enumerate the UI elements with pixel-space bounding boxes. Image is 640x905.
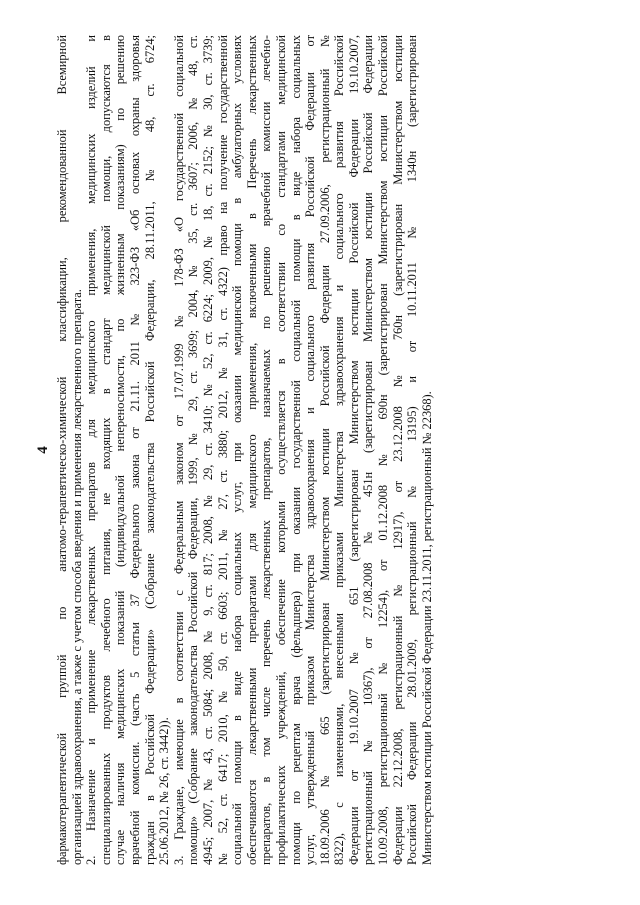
text-line: социальной помощи в виде набора социальных услуг, при оказании медицинской помощи в амбулаторных условиях (230, 35, 245, 865)
text-line: Министерством юстиции Российской Федерации 23.11.2011, регистрационный № 22368). (419, 391, 434, 865)
text-line: граждан в Российской Федерации» (Собрание законодательства Российской Федерации, 28.11.2011, № 48, ст. 6724; (142, 35, 157, 865)
text-line: фармакотерапевтической группой по анатомо-терапевтическо-химической классификации, рекомендованной Всемирной (55, 35, 69, 865)
text-line: 8322), с изменениями, внесенными приказами Министерства здравоохранения и социального развития Российской (332, 35, 347, 865)
text-line: Федерации от 19.10.2007 № 651 (зарегистрирован Министерством юстиции Российской Федерации 19.10.2007, (346, 35, 361, 865)
text-line: 18.09.2006 № 665 (зарегистрирован Министерством юстиции Российской Федерации 27.09.2006, регистрационный № (317, 35, 332, 865)
rotated-text-frame (35, 35, 605, 865)
text-line: препаратов, в том числе перечень лекарственных препаратов, назначаемых по решению врачебной комиссии лечебно- (259, 35, 274, 865)
text-line: регистрационный № 10367), от 27.08.2008 № 451н (зарегистрирован Министерством юстиции Российской Федерации (361, 35, 376, 865)
text-line: 10.09.2008, регистрационный № 12254), от 01.12.2008 № 690н (зарегистрирован Министерством юстиции Российской (376, 35, 391, 865)
text-line: 3. Граждане, имеющие в соответствии с Федеральным законом от 17.07.1999 № 178-ФЗ «О государственной социальной (171, 35, 186, 865)
text-line: организацией здравоохранения, а также с учетом способа введения и применения лекарственного препарата. (69, 289, 84, 865)
text-line: случае наличия медицинских показаний (индивидуальной непереносимости, по жизненным показаниям) по решению (113, 35, 128, 865)
text-line: 2. Назначение и применение лекарственных препаратов для медицинского применения, медицинских изделий и (84, 35, 99, 865)
text-line: помощи по рецептам врача (фельдшера) при оказании государственной социальной помощи в виде набора социальных (288, 35, 303, 865)
text-line: 4945; 2007, № 43, ст. 5084; 2008, № 9, ст. 817; 2008, № 29, ст. 3410; № 52, ст. 6224; 2009, № 18, ст. 2152; № 30, ст. 3739; (200, 35, 215, 865)
text-line: профилактических учреждений, обеспечение которыми осуществляется в соответствии со стандартами медицинской (273, 35, 288, 865)
body-text (55, 35, 434, 865)
text-line: обеспечиваются лекарственными препаратами для медицинского применения, включенными в Перечень лекарственных (244, 35, 259, 865)
text-line: услуг, утвержденный приказом Министерства здравоохранения и социального развития Российской Федерации от (303, 35, 318, 865)
text-line: 25.06.2012, № 26, ст. 3442)). (157, 717, 172, 865)
text-line: специализированных продуктов лечебного питания, не входящих в стандарт медицинской помощи, допускаются в (98, 35, 113, 865)
text-line: помощи» (Собрание законодательства Российской Федерации, 1999, № 29, ст. 3699; 2004, № 35, ст. 3607; 2006, № 48, ст. (186, 35, 201, 865)
text-line: № 52, ст. 6417; 2010, № 50, ст. 6603; 2011, № 27, ст. 3880; 2012, № 31, ст. 4322) право на получение государственной (215, 35, 230, 865)
text-line: врачебной комиссии. (часть 5 статьи 37 Федерального закона от 21.11. 2011 № 323-ФЗ «Об основах охраны здоровья (127, 35, 142, 865)
text-line: Российской Федерации 28.01.2009, регистрационный № 13195) и от 10.11.2011 № 1340н (зарегистрирован (405, 35, 420, 865)
text-line: Федерации 22.12.2008, регистрационный № 12917), от 23.12.2008 № 760н (зарегистрирован Министерством юстиции (390, 35, 405, 865)
page-number: 4 (35, 446, 51, 454)
